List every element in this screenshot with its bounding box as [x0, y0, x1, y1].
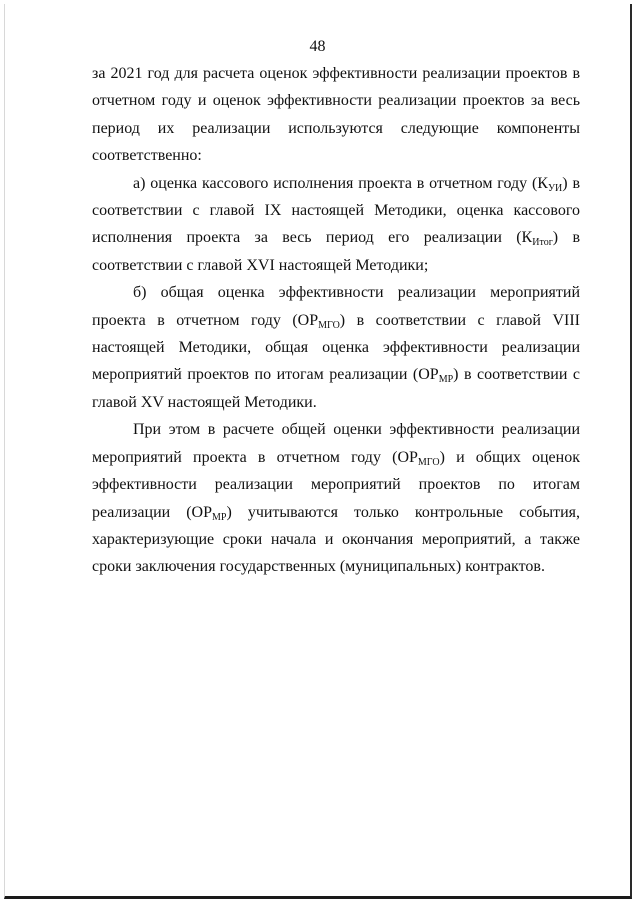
- subscript: МГО: [318, 319, 340, 331]
- document-body: [92, 60, 580, 581]
- paragraph-item-b: [92, 279, 580, 416]
- text-fragment: ) в соответствии с главой IX настоящей Методики, оценка кассового исполнения проекта за весь период его реализации (К: [92, 174, 580, 247]
- subscript: УИ: [547, 182, 563, 194]
- text-fragment: При этом в расчете общей оценки эффективности реализации мероприятий проекта в отчетном году (ОР: [92, 421, 580, 466]
- paragraph-note: [92, 416, 580, 580]
- subscript: Итог: [532, 237, 553, 249]
- subscript: МГО: [417, 456, 440, 468]
- text-fragment: ) в соответствии с главой XV настоящей Методики.: [92, 366, 581, 411]
- text-fragment: а) оценка кассового исполнения проекта в отчетном году (К: [133, 174, 548, 192]
- subscript: МР: [438, 374, 454, 386]
- page-number: 48: [309, 38, 326, 55]
- text-fragment: ) учитываются только контрольные события, характеризующие сроки начала и окончания мероприятий, а также сроки заключения государственных (муниципальных) контрактов.: [92, 503, 580, 576]
- text-fragment: ) и общих оценок эффективности реализации мероприятий проектов по итогам реализации (ОР: [92, 448, 580, 521]
- paragraph-intro: за 2021 год для расчета оценок эффективности реализации проектов в отчетном году и оценок эффективности реализации проектов за весь период их реализации используются следующие компоненты соответственно:: [92, 65, 580, 165]
- text-fragment: б) общая оценка эффективности реализации мероприятий проекта в отчетном году (ОР: [92, 284, 580, 329]
- text-fragment: ) в соответствии с главой VIII настоящей Методики, общая оценка эффективности реализации мероприятий проектов по итогам реализации (ОР: [92, 311, 580, 384]
- text-fragment: ) в соответствии с главой XVI настоящей Методики;: [92, 229, 580, 274]
- document-page: [4, 4, 632, 899]
- subscript: МР: [212, 511, 227, 523]
- paragraph-item-a: [92, 170, 580, 280]
